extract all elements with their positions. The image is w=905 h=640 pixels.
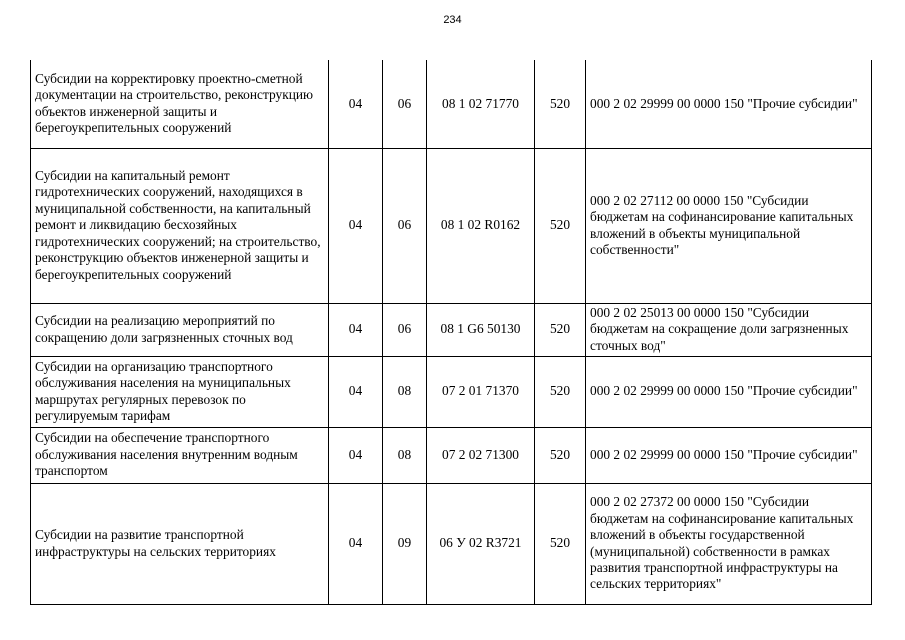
section-cell: 04 — [329, 303, 383, 356]
target-article-cell: 06 У 02 R3721 — [427, 483, 535, 604]
section-cell: 04 — [329, 60, 383, 148]
table-row — [31, 303, 872, 356]
section-cell: 04 — [329, 148, 383, 303]
revenue-code-cell: 000 2 02 25013 00 0000 150 "Субсидии бюджетам на сокращение доли загрязненных сточных вод" — [586, 303, 872, 356]
target-article-cell: 08 1 02 71770 — [427, 60, 535, 148]
expense-type-cell: 520 — [535, 356, 586, 427]
target-article-cell: 08 1 G6 50130 — [427, 303, 535, 356]
section-cell: 04 — [329, 356, 383, 427]
revenue-code-cell: 000 2 02 29999 00 0000 150 "Прочие субсидии" — [586, 427, 872, 483]
target-article-cell: 07 2 02 71300 — [427, 427, 535, 483]
expense-type-cell: 520 — [535, 303, 586, 356]
table-row — [31, 356, 872, 427]
subsidy-name-cell: Субсидии на организацию транспортного обслуживания населения на муниципальных маршрутах регулярных перевозок по регулируемым тарифам — [31, 356, 329, 427]
subsection-cell: 06 — [383, 303, 427, 356]
table-row — [31, 148, 872, 303]
subsidy-name-cell: Субсидии на обеспечение транспортного обслуживания населения внутренним водным транспортом — [31, 427, 329, 483]
table-row — [31, 483, 872, 604]
subsection-cell: 08 — [383, 356, 427, 427]
revenue-code-cell: 000 2 02 27372 00 0000 150 "Субсидии бюджетам на софинансирование капитальных вложений в объекты государственной (муниципальной) собственности в рамках развития транспортной инфраструктуры на сельских территориях" — [586, 483, 872, 604]
revenue-code-cell: 000 2 02 29999 00 0000 150 "Прочие субсидии" — [586, 356, 872, 427]
expense-type-cell: 520 — [535, 60, 586, 148]
target-article-cell: 07 2 01 71370 — [427, 356, 535, 427]
revenue-code-cell: 000 2 02 27112 00 0000 150 "Субсидии бюджетам на софинансирование капитальных вложений в объекты муниципальной собственности" — [586, 148, 872, 303]
expense-type-cell: 520 — [535, 148, 586, 303]
section-cell: 04 — [329, 483, 383, 604]
subsection-cell: 06 — [383, 148, 427, 303]
subsection-cell: 08 — [383, 427, 427, 483]
target-article-cell: 08 1 02 R0162 — [427, 148, 535, 303]
expense-type-cell: 520 — [535, 427, 586, 483]
budget-table — [30, 60, 872, 605]
subsidy-name-cell: Субсидии на корректировку проектно-сметной документации на строительство, реконструкцию объектов инженерной защиты и берегоукрепительных сооружений — [31, 60, 329, 148]
subsidy-name-cell: Субсидии на развитие транспортной инфраструктуры на сельских территориях — [31, 483, 329, 604]
subsidy-name-cell: Субсидии на реализацию мероприятий по сокращению доли загрязненных сточных вод — [31, 303, 329, 356]
expense-type-cell: 520 — [535, 483, 586, 604]
subsidy-name-cell: Субсидии на капитальный ремонт гидротехнических сооружений, находящихся в муниципальной собственности, на капитальный ремонт и ликвидацию бесхозяйных гидротехнических сооружений; на строительство, реконструкцию объектов инженерной защиты и берегоукрепительных сооружений — [31, 148, 329, 303]
revenue-code-cell: 000 2 02 29999 00 0000 150 "Прочие субсидии" — [586, 60, 872, 148]
subsection-cell: 06 — [383, 60, 427, 148]
table-row — [31, 60, 872, 148]
subsection-cell: 09 — [383, 483, 427, 604]
section-cell: 04 — [329, 427, 383, 483]
table-row — [31, 427, 872, 483]
page-number: 234 — [443, 14, 462, 26]
